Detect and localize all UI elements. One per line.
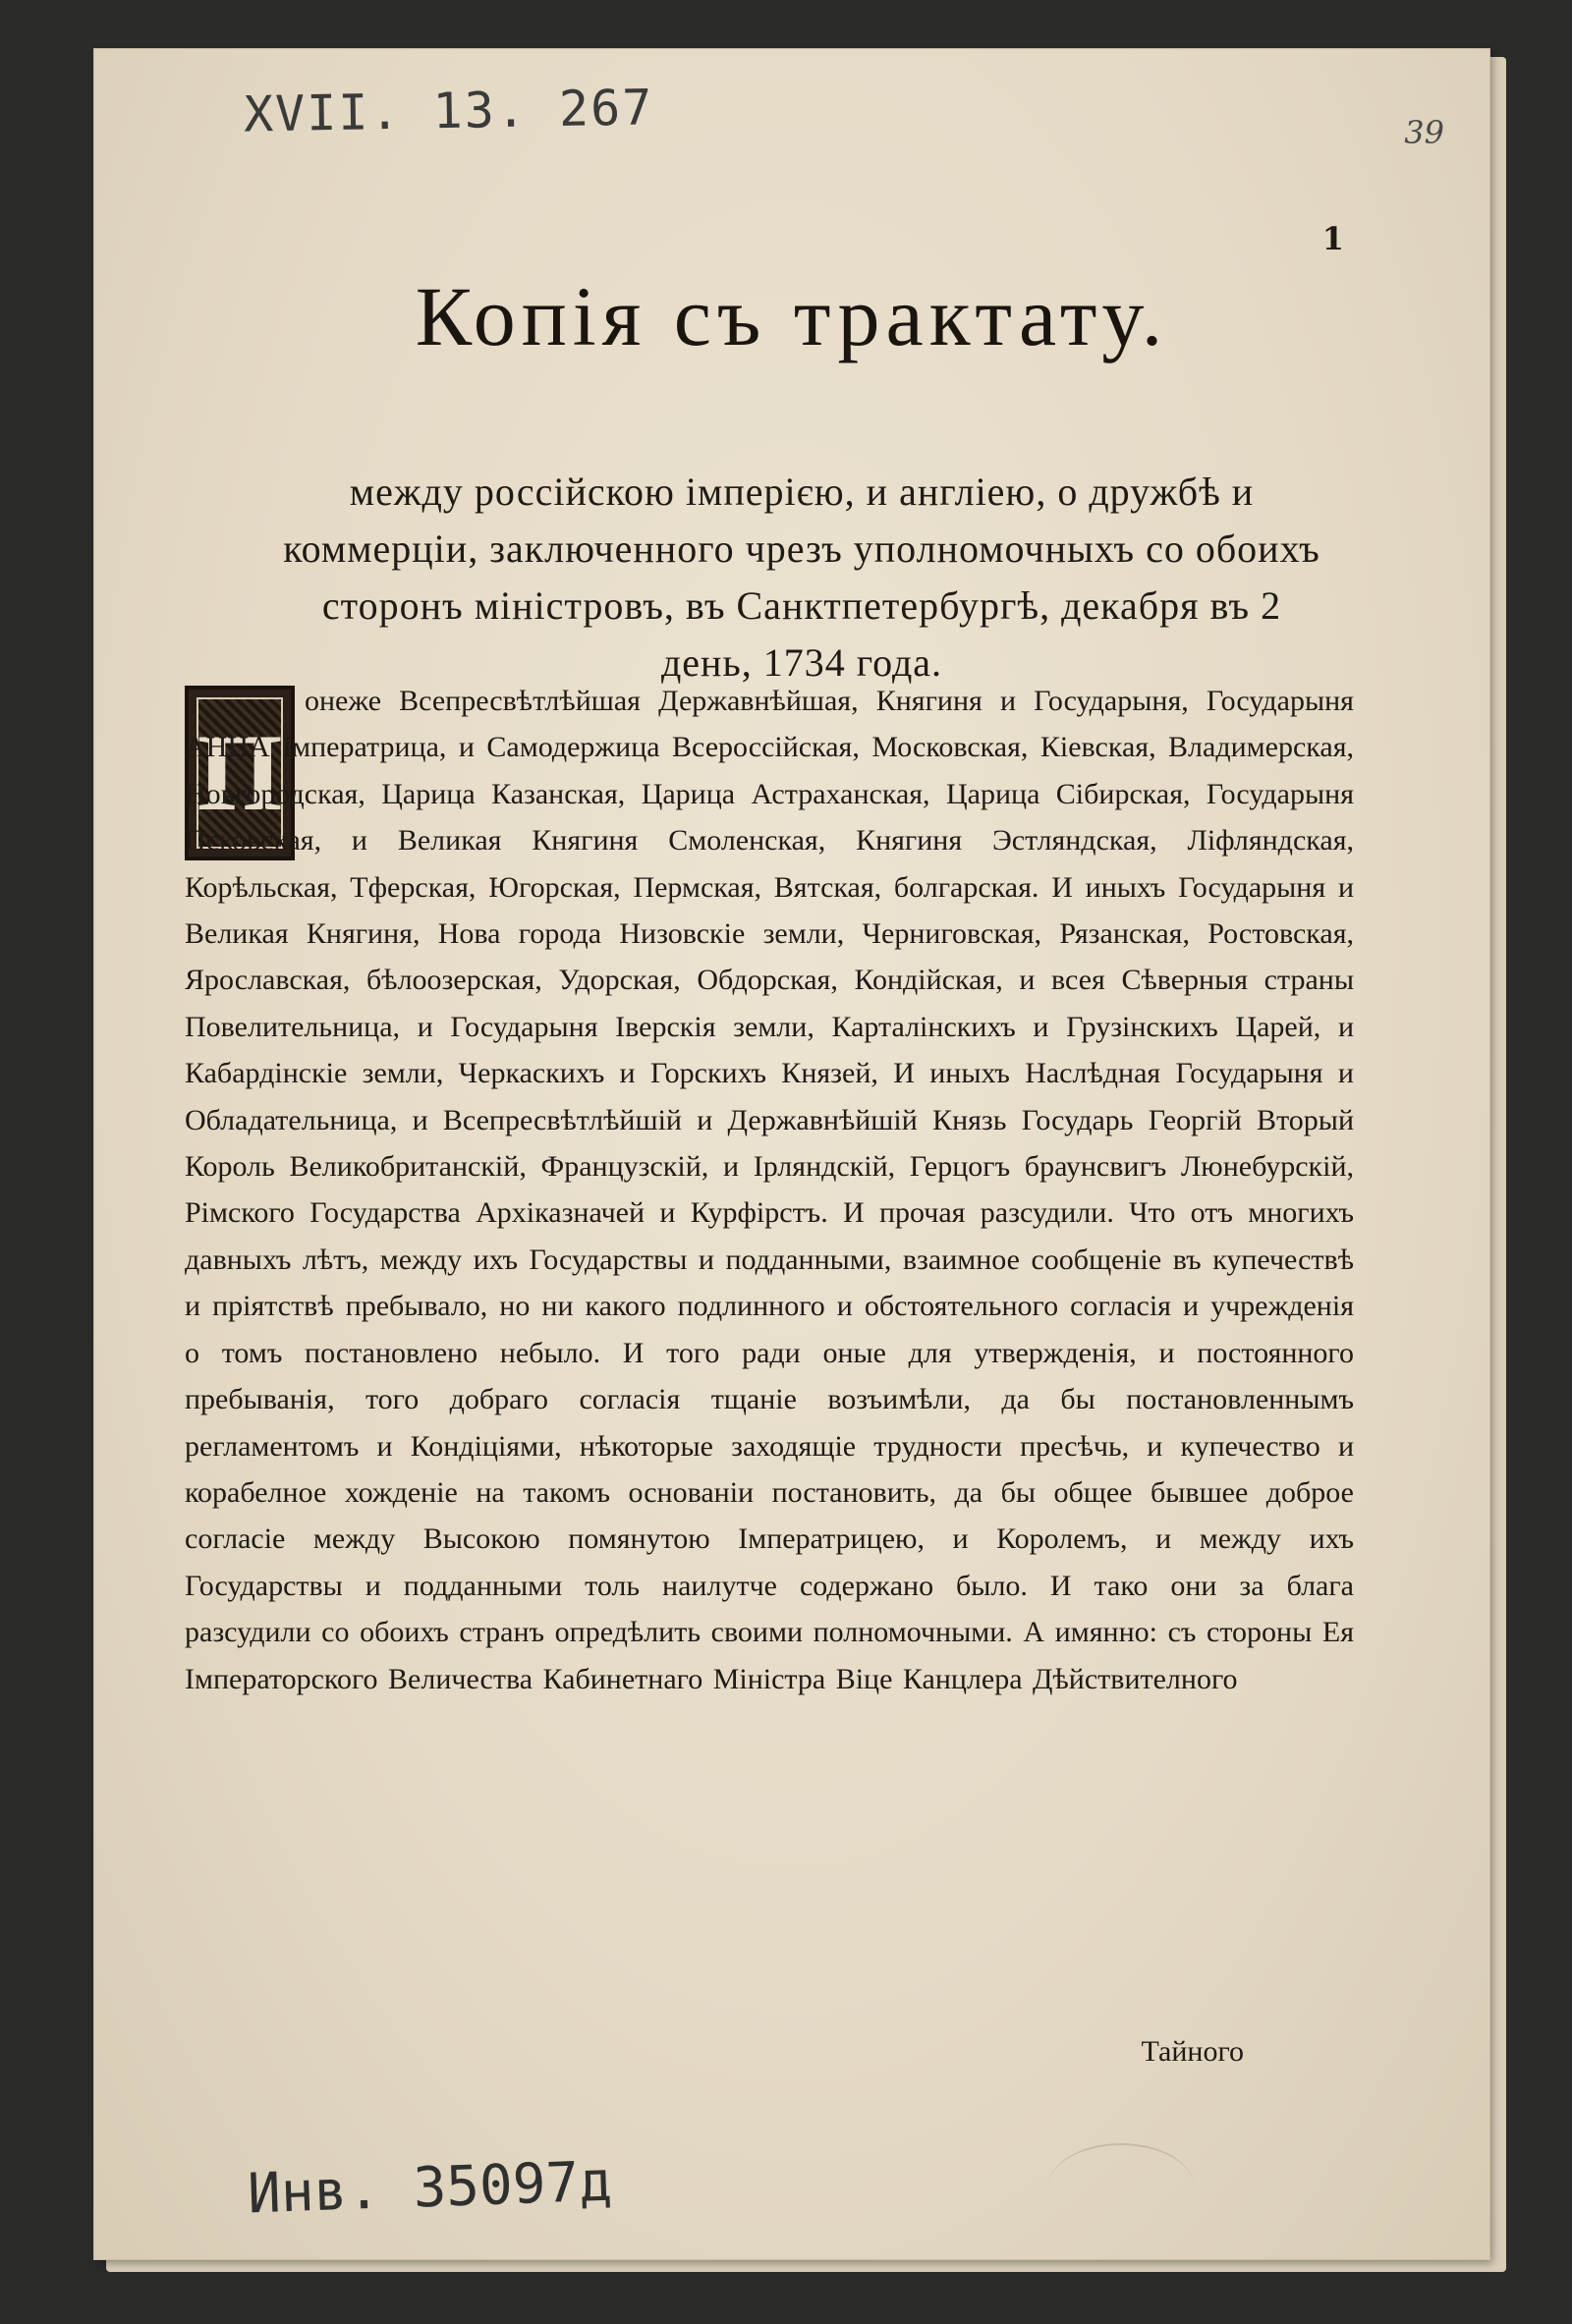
document-page [94, 49, 1489, 2259]
document-title: Копія съ трактату. [415, 269, 1169, 363]
document-subtitle: между россійскою імперією, и англіею, о дружбѣ и коммерціи, заключенного чрезъ уполномочныхъ со обоихъ сторонъ міністровъ, въ Санктпетербургѣ, декабря въ 2 день, 1734 года. [283, 470, 1320, 685]
sheet-number: 1 [1321, 220, 1344, 257]
initial-letter: П [196, 712, 283, 834]
folio-number: 39 [1404, 114, 1444, 151]
faint-stamp-trace [1047, 2143, 1195, 2234]
treaty-body-text [185, 678, 1354, 1702]
body-paragraph: онеже Всепресвѣтлѣйшая Державнѣйшая, Княгиня и Государыня, Государыня АННА Імператрица, и Самодержица Всероссійская, Московская, Кіевская, Владимерская, Новгородская, Царица Казанская, Царица Астраханская, Царица Сібирская, Государыня Псковская, и Великая Княгиня Смоленская, Княгиня Эстляндская, Ліфляндская, Корѣльская, Тферская, Югорская, Пермская, Вятская, болгарская. И иныхъ Государыня и Великая Княгиня, Нова города Низовскіе земли, Черниговская, Рязанская, Ростовская, Ярославская, бѣлоозерская, Удорская, Обдорская, Кондійская, и всея Сѣверныя страны Повелительница, и Государыня Іверскія земли, Карталінскихъ и Грузінскихъ Царей, и Кабардінскіе земли, Черкаскихъ и Горскихъ Князей, И иныхъ Наслѣдная Государыня и Обладательница, и Всепресвѣтлѣйшій и Державнѣйшій Князь Государь Георгій Вторый Король Великобританскій, Французскій, и Ірляндскій, Герцогъ браунсвигъ Люнебурскій, Рімского Государства Архіказначей и Курфірстъ. И прочая разсудили. Что отъ многихъ давныхъ лѣтъ, между ихъ Государствы и подданными, взаимное сообщеніе въ купечествѣ и пріятствѣ пребывало, но ни какого подлинного и обстоятельного согласія и учрежденія о томъ постановлено небыло. И того ради оные для утвержденія, и постоянного пребыванія, того добраго согласія тщаніе возъимѣли, да бы постановленнымъ регламентомъ и Кондіціями, нѣкоторые заходящіе трудности пресѣчь, и купечество и корабелное хожденіе на такомъ основаніи постановить, да бы общее бывшее доброе согласіе между Высокою помянутою Імператрицею, и Королемъ, и между ихъ Государствы и подданными толь наилутче содержано было. И тако они за блага разсудили со обоихъ странъ опредѣлить своими полномочными. А имянно: съ стороны Ея Імператорского Величества Кабинетнаго Міністра Віце Канцлера Дѣйствителного [185, 685, 1354, 1695]
shelfmark-annotation: XVII. 13. 267 [243, 79, 654, 143]
catchword: Тайного [1141, 2035, 1244, 2068]
inventory-annotation: Инв. 35097д [246, 2149, 613, 2227]
